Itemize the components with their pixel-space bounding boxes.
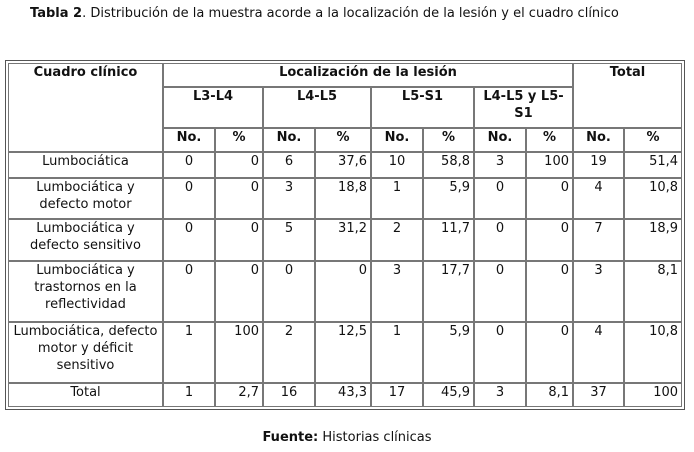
cell-percent: 45,9 xyxy=(423,383,474,407)
subheader-pct: % xyxy=(526,128,573,152)
table-row xyxy=(8,383,682,407)
cell-count: 0 xyxy=(474,219,526,261)
caption-text: . Distribución de la muestra acorde a la localización de la lesión y el cuadro clínico xyxy=(82,6,619,21)
table-row xyxy=(8,261,682,322)
cell-percent: 58,8 xyxy=(423,152,474,177)
cell-percent: 0 xyxy=(526,178,573,220)
cell-count: 4 xyxy=(573,322,624,383)
cell-percent: 17,7 xyxy=(423,261,474,322)
cell-percent: 5,9 xyxy=(423,178,474,220)
cell-percent: 43,3 xyxy=(315,383,371,407)
subheader-no: No. xyxy=(573,128,624,152)
cell-count: 0 xyxy=(474,178,526,220)
cell-count: 6 xyxy=(263,152,315,177)
cell-percent: 0 xyxy=(215,178,263,220)
subheader-no: No. xyxy=(371,128,423,152)
cell-percent: 12,5 xyxy=(315,322,371,383)
row-label: Lumbociática y defecto sensitivo xyxy=(8,219,163,261)
cell-percent: 2,7 xyxy=(215,383,263,407)
cell-count: 3 xyxy=(474,383,526,407)
cell-count: 17 xyxy=(371,383,423,407)
cell-percent: 31,2 xyxy=(315,219,371,261)
cell-percent: 51,4 xyxy=(624,152,682,177)
cell-percent: 0 xyxy=(215,261,263,322)
table-frame xyxy=(5,60,685,410)
caption-lead: Tabla 2 xyxy=(30,6,83,21)
footer-text: Historias clínicas xyxy=(318,430,432,445)
cell-count: 3 xyxy=(371,261,423,322)
subheader-pct: % xyxy=(215,128,263,152)
cell-count: 1 xyxy=(371,322,423,383)
row-label: Total xyxy=(8,383,163,407)
cell-count: 37 xyxy=(573,383,624,407)
row-label: Lumbociática, defecto motor y déficit sensitivo xyxy=(8,322,163,383)
cell-count: 2 xyxy=(263,322,315,383)
header-group-l4-l5: L4-L5 xyxy=(263,87,371,128)
subheader-no: No. xyxy=(474,128,526,152)
cell-percent: 18,9 xyxy=(624,219,682,261)
cell-percent: 0 xyxy=(215,152,263,177)
cell-count: 0 xyxy=(163,261,215,322)
cell-count: 4 xyxy=(573,178,624,220)
cell-percent: 100 xyxy=(624,383,682,407)
subheader-no: No. xyxy=(263,128,315,152)
header-localizacion: Localización de la lesión xyxy=(163,63,573,87)
data-table xyxy=(8,63,682,407)
cell-count: 1 xyxy=(163,383,215,407)
row-label: Lumbociática y trastornos en la reflectividad xyxy=(8,261,163,322)
header-row-1 xyxy=(8,63,682,87)
footer-label: Fuente: xyxy=(262,430,319,445)
cell-percent: 0 xyxy=(215,219,263,261)
table-caption xyxy=(30,5,670,22)
table-footer xyxy=(0,430,694,445)
subheader-pct: % xyxy=(423,128,474,152)
cell-count: 1 xyxy=(163,322,215,383)
cell-percent: 0 xyxy=(526,219,573,261)
cell-count: 0 xyxy=(474,261,526,322)
header-group-l5-s1: L5-S1 xyxy=(371,87,474,128)
cell-count: 3 xyxy=(474,152,526,177)
cell-count: 3 xyxy=(573,261,624,322)
cell-count: 10 xyxy=(371,152,423,177)
subheader-pct: % xyxy=(624,128,682,152)
cell-percent: 10,8 xyxy=(624,178,682,220)
cell-count: 5 xyxy=(263,219,315,261)
cell-count: 0 xyxy=(163,178,215,220)
cell-count: 0 xyxy=(263,261,315,322)
cell-count: 2 xyxy=(371,219,423,261)
cell-count: 19 xyxy=(573,152,624,177)
cell-percent: 0 xyxy=(526,322,573,383)
subheader-no: No. xyxy=(163,128,215,152)
cell-percent: 11,7 xyxy=(423,219,474,261)
cell-percent: 8,1 xyxy=(624,261,682,322)
cell-count: 1 xyxy=(371,178,423,220)
table-row xyxy=(8,322,682,383)
table-row xyxy=(8,219,682,261)
cell-percent: 100 xyxy=(215,322,263,383)
row-label: Lumbociática y defecto motor xyxy=(8,178,163,220)
cell-percent: 100 xyxy=(526,152,573,177)
cell-count: 3 xyxy=(263,178,315,220)
header-group-l4-l5-y-l5-s1: L4-L5 y L5-S1 xyxy=(474,87,573,128)
table-row xyxy=(8,152,682,177)
header-group-l3-l4: L3-L4 xyxy=(163,87,263,128)
cell-count: 16 xyxy=(263,383,315,407)
cell-percent: 0 xyxy=(526,261,573,322)
row-label: Lumbociática xyxy=(8,152,163,177)
subheader-pct: % xyxy=(315,128,371,152)
cell-count: 7 xyxy=(573,219,624,261)
header-total: Total xyxy=(573,63,682,128)
cell-percent: 18,8 xyxy=(315,178,371,220)
cell-count: 0 xyxy=(163,219,215,261)
cell-percent: 8,1 xyxy=(526,383,573,407)
cell-percent: 10,8 xyxy=(624,322,682,383)
cell-percent: 37,6 xyxy=(315,152,371,177)
table-row xyxy=(8,178,682,220)
cell-percent: 5,9 xyxy=(423,322,474,383)
cell-percent: 0 xyxy=(315,261,371,322)
cell-count: 0 xyxy=(474,322,526,383)
header-cuadro-clinico: Cuadro clínico xyxy=(8,63,163,152)
cell-count: 0 xyxy=(163,152,215,177)
